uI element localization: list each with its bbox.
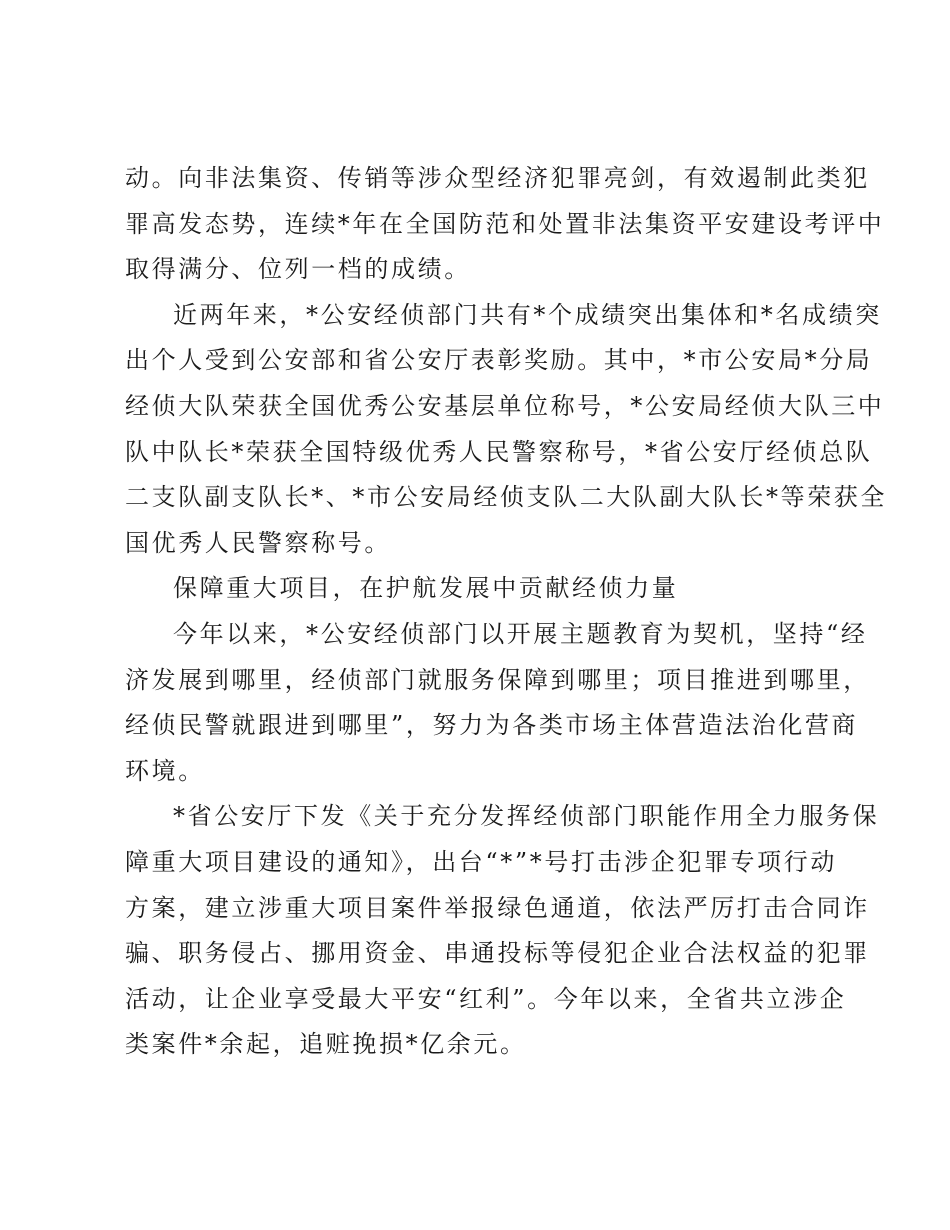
- text-line: 环境。: [125, 756, 205, 785]
- document-body: [125, 156, 887, 1068]
- text-line: 经侦大队荣获全国优秀公安基层单位称号，*公安局经侦大队三中: [125, 391, 885, 420]
- text-line: 出个人受到公安部和省公安厅表彰奖励。其中，*市公安局*分局: [125, 346, 873, 375]
- text-line: 近两年来，*公安经侦部门共有*个成绩突出集体和*名成绩突: [173, 300, 882, 329]
- text-line: *省公安厅下发《关于充分发挥经侦部门职能作用全力服务保: [173, 802, 880, 831]
- text-line: 二支队副支队长*、*市公安局经侦支队二大队副大队长*等荣获全: [125, 483, 887, 512]
- text-line: 罪高发态势，连续*年在全国防范和处置非法集资平安建设考评中: [125, 209, 885, 238]
- paragraph-2: [125, 293, 887, 567]
- paragraph-3: [125, 612, 870, 794]
- text-line: 骗、职务侵占、挪用资金、串通投标等侵犯企业合法权益的犯罪: [125, 939, 870, 968]
- text-line: 方案，建立涉重大项目案件举报绿色通道，依法严厉打击合同诈: [125, 893, 870, 922]
- text-line: 取得满分、位列一档的成绩。: [125, 255, 471, 284]
- text-line: 国优秀人民警察称号。: [125, 528, 391, 557]
- text-line: 类案件*余起，追赃挽损*亿余元。: [125, 1030, 527, 1059]
- text-line: 济发展到哪里，经侦部门就服务保障到哪里；项目推进到哪里，: [125, 665, 870, 694]
- text-line: 动。向非法集资、传销等涉众型经济犯罪亮剑，有效遏制此类犯: [125, 164, 870, 192]
- paragraph-4: [125, 794, 880, 1068]
- text-line: 今年以来，*公安经侦部门以开展主题教育为契机，坚持“经: [173, 619, 868, 648]
- text-line: 队中队长*荣获全国特级优秀人民警察称号，*省公安厅经侦总队: [125, 437, 873, 466]
- paragraph-1: [125, 156, 885, 293]
- section-heading-text: 保障重大项目，在护航发展中贡献经侦力量: [173, 574, 679, 603]
- text-line: 障重大项目建设的通知》，出台“*”*号打击涉企犯罪专项行动: [125, 847, 837, 876]
- text-line: 经侦民警就跟进到哪里”，努力为各类市场主体营造法治化营商: [125, 711, 859, 740]
- section-heading: [125, 566, 845, 612]
- text-line: 活动，让企业享受最大平安“红利”。今年以来，全省共立涉企: [125, 984, 847, 1013]
